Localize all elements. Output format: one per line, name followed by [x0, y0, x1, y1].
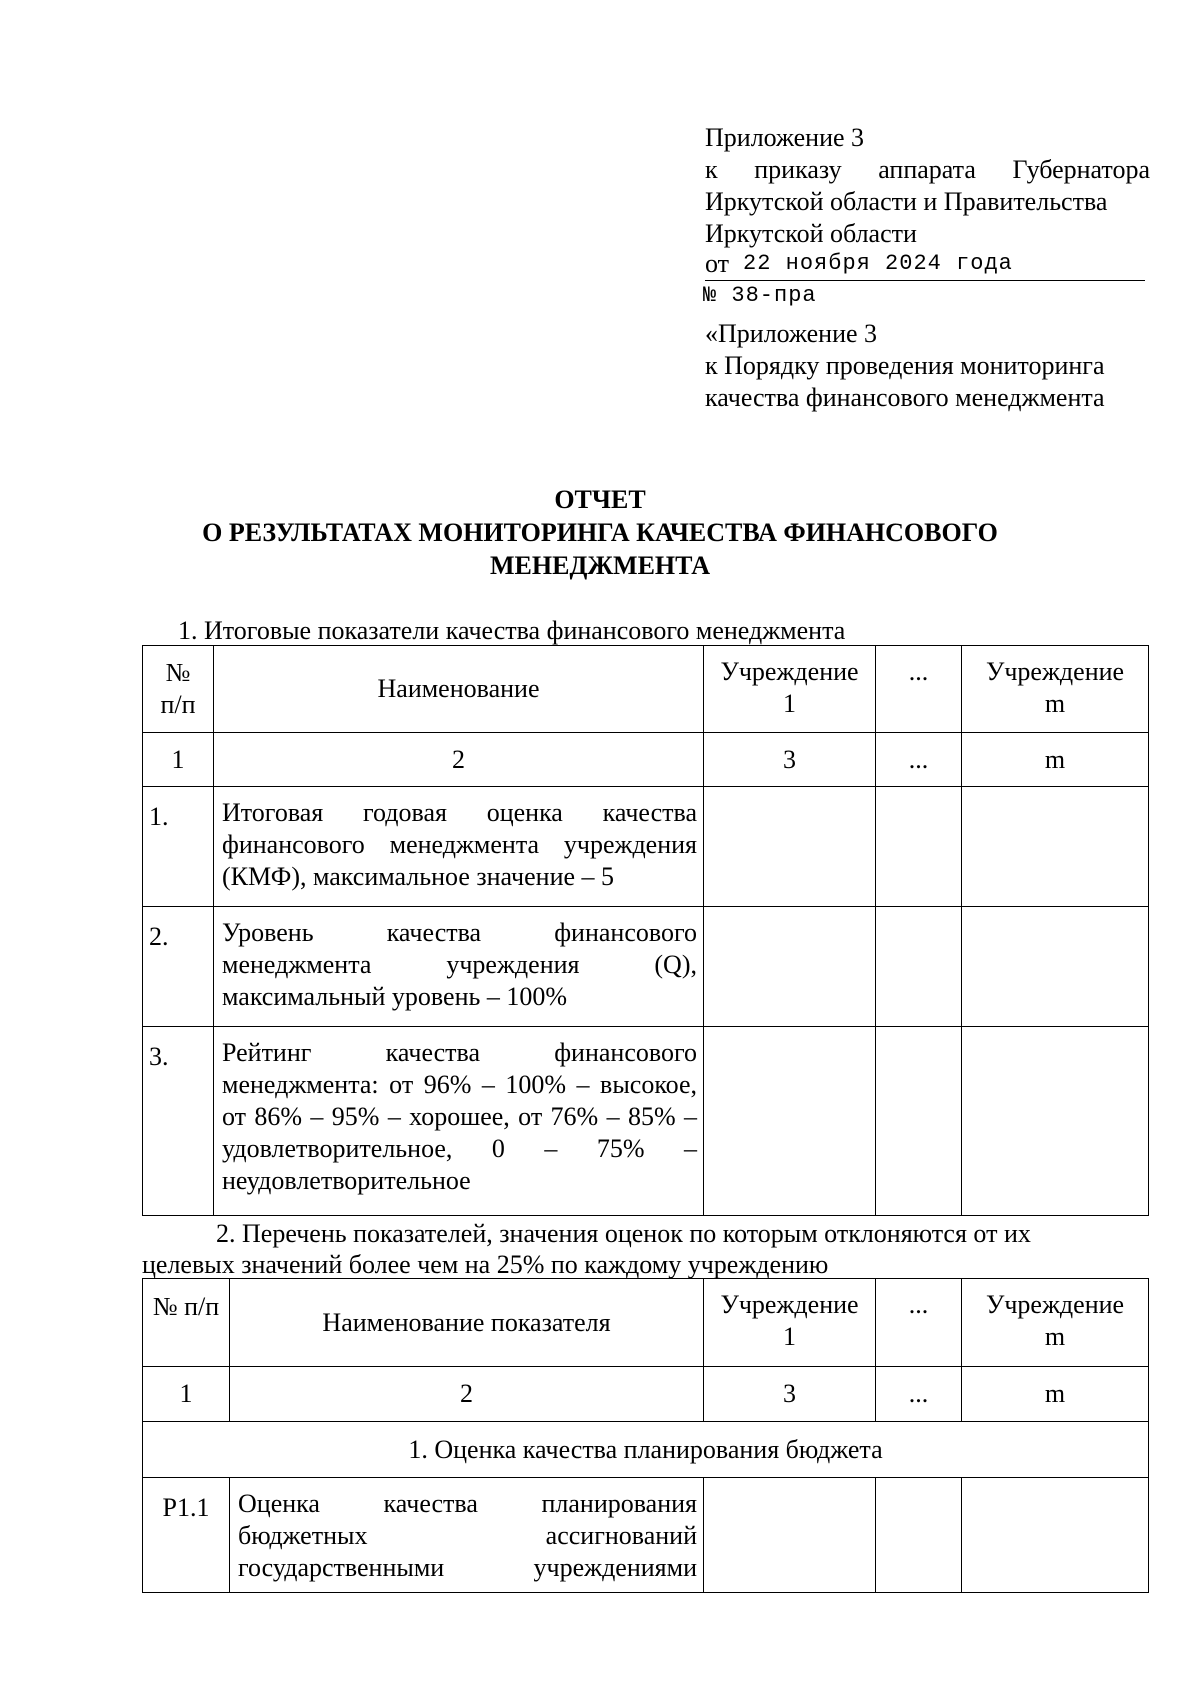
header-institution-m: Учреждение m: [962, 1279, 1149, 1367]
index-cell: 1: [143, 733, 214, 787]
header-name: Наименование: [214, 646, 704, 733]
indicators-table: [142, 1278, 1149, 1593]
row-number: 3.: [143, 1027, 214, 1216]
value-cell: [876, 1478, 962, 1593]
appendix-label: Приложение 3: [705, 123, 865, 152]
row-name: Рейтинг качества финансового менеджмента: от 96% – 100% – высокое, от 86% – 95% – хорошее, от 76% – 85% – удовлетворительное, 0 – 75% – неудовлетворительное: [214, 1027, 704, 1216]
value-cell: [704, 1478, 876, 1593]
row-number: 2.: [143, 907, 214, 1027]
index-cell: m: [962, 733, 1149, 787]
index-cell: 3: [704, 733, 876, 787]
index-row: [143, 1367, 1149, 1422]
table-row: [143, 1478, 1149, 1593]
value-cell: [704, 907, 876, 1027]
header-institution-m: Учреждение m: [962, 646, 1149, 733]
value-cell: [876, 1027, 962, 1216]
value-cell: [962, 1027, 1149, 1216]
index-row: [143, 733, 1149, 787]
document-title: [0, 483, 1200, 582]
section2-caption-line-1: 2. Перечень показателей, значения оценок по которым отклоняются от их: [216, 1219, 1031, 1248]
region-line-2: Иркутской области: [705, 219, 917, 248]
date-line: [705, 250, 1145, 281]
table-row: [143, 907, 1149, 1027]
header-dots: ...: [876, 646, 962, 733]
index-cell: ...: [876, 1367, 962, 1422]
row-number: 1.: [143, 787, 214, 907]
value-cell: [876, 787, 962, 907]
index-cell: 2: [214, 733, 704, 787]
index-cell: 1: [143, 1367, 230, 1422]
date-prefix: от: [705, 249, 730, 278]
value-cell: [876, 907, 962, 1027]
table-header-row: [143, 646, 1149, 733]
header-name: Наименование показателя: [230, 1279, 704, 1367]
index-cell: m: [962, 1367, 1149, 1422]
procedure-block: [705, 318, 1150, 414]
header-block: [705, 122, 1150, 281]
header-institution-1: Учреждение 1: [704, 1279, 876, 1367]
group-row: [143, 1422, 1149, 1478]
region-line: Иркутской области и Правительства: [705, 187, 1108, 216]
title-line-1: ОТЧЕТ: [554, 485, 646, 514]
table-header-row: [143, 1279, 1149, 1367]
table-row: [143, 787, 1149, 907]
date-value: 22 ноября 2024 года: [743, 251, 1013, 276]
section1-caption: 1. Итоговые показатели качества финансового менеджмента: [178, 616, 846, 645]
row-number: P1.1: [143, 1478, 230, 1593]
value-cell: [962, 907, 1149, 1027]
index-cell: ...: [876, 733, 962, 787]
value-cell: [704, 787, 876, 907]
title-line-2: О РЕЗУЛЬТАТАХ МОНИТОРИНГА КАЧЕСТВА ФИНАНСОВОГО: [202, 518, 998, 547]
section2-caption-line-2: целевых значений более чем на 25% по каждому учреждению: [142, 1250, 829, 1279]
row-name: Итоговая годовая оценка качества финансового менеджмента учреждения (КМФ), максимальное значение – 5: [214, 787, 704, 907]
row-name: Оценка качества планирования бюджетных ассигнований государственными учреждениями: [230, 1478, 704, 1593]
value-cell: [704, 1027, 876, 1216]
index-cell: 2: [230, 1367, 704, 1422]
table-row: [143, 1027, 1149, 1216]
header-dots: ...: [876, 1279, 962, 1367]
group-title: 1. Оценка качества планирования бюджета: [143, 1422, 1149, 1478]
quote-appendix: «Приложение 3: [705, 319, 878, 348]
row-name: Уровень качества финансового менеджмента учреждения (Q), максимальный уровень – 100%: [214, 907, 704, 1027]
order-line: к приказу аппарата Губернатора: [705, 155, 1150, 184]
procedure-line-2: качества финансового менеджмента: [705, 383, 1105, 412]
header-num: № п/п: [143, 1279, 230, 1367]
header-num: № п/п: [143, 646, 214, 733]
value-cell: [962, 1478, 1149, 1593]
procedure-line-1: к Порядку проведения мониторинга: [705, 351, 1105, 380]
index-cell: 3: [704, 1367, 876, 1422]
value-cell: [962, 787, 1149, 907]
header-institution-1: Учреждение 1: [704, 646, 876, 733]
order-number: № 38-пра: [703, 283, 817, 308]
title-line-3: МЕНЕДЖМЕНТА: [490, 551, 710, 580]
summary-table: [142, 645, 1149, 1216]
